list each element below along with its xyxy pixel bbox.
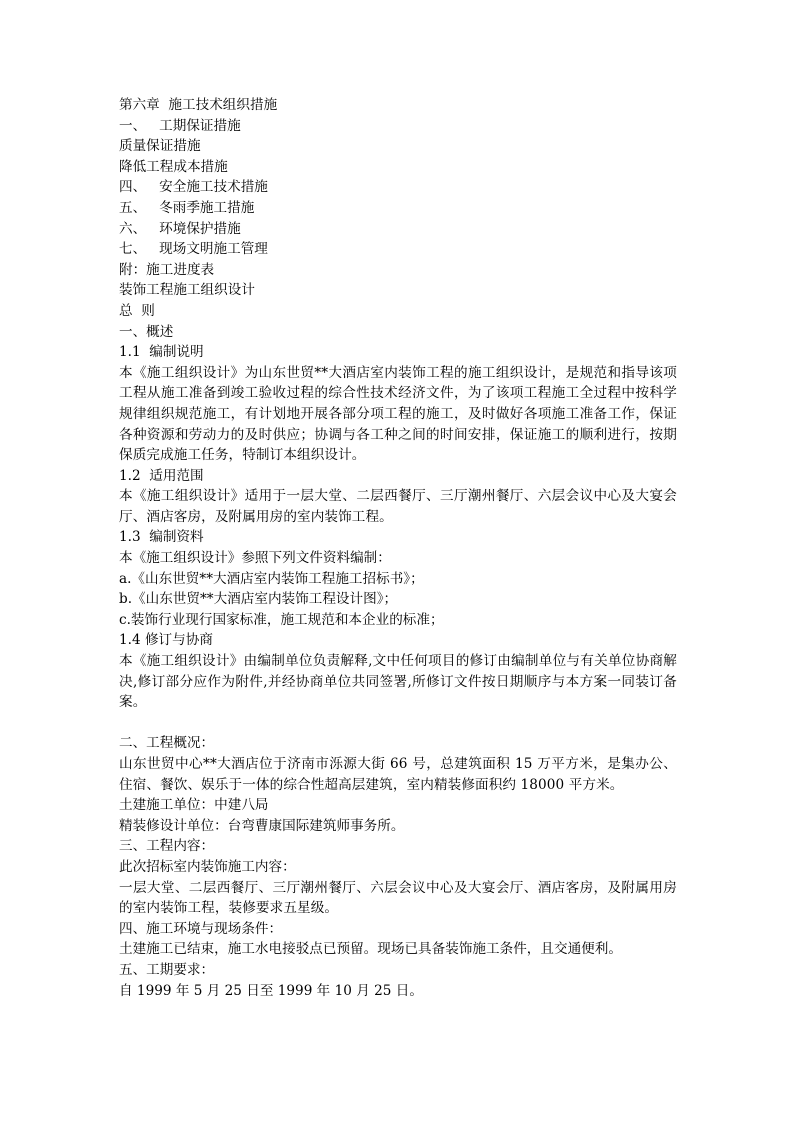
toc-item: 六、 环境保护措施 (119, 220, 241, 237)
reference-item: b.《山东世贸**大酒店室内装饰工程设计图》； (119, 591, 398, 608)
paragraph: 本《施工组织设计》参照下列文件资料编制： (119, 550, 391, 567)
toc-item: 质量保证措施 (119, 138, 201, 155)
toc-item: 附：施工进度表 (119, 261, 215, 278)
section-heading: 三、工程内容： (119, 838, 215, 855)
reference-item: a.《山东世贸**大酒店室内装饰工程施工招标书》； (119, 570, 424, 587)
section-heading: 五、工期要求： (119, 961, 215, 978)
paragraph: 山东世贸中心**大酒店位于济南市泺源大街 66 号，总建筑面积 15 万平方米，是集办公、住宿、餐饮、娱乐于一体的综合性超高层建筑，室内精装修面积约 18000 平方米。 (119, 756, 677, 793)
section-heading: 二、工程概况： (119, 735, 215, 752)
paragraph: 自 1999 年 5 月 25 日至 1999 年 10 月 25 日。 (119, 982, 423, 999)
toc-item: 一、 工期保证措施 (119, 117, 241, 134)
paragraph: 此次招标室内装饰施工内容： (119, 858, 296, 875)
paragraph: 一层大堂、二层西餐厅、三厅潮州餐厅、六层会议中心及大宴会厅、酒店客房，及附属用房的室内装饰工程，装修要求五星级。 (119, 879, 677, 917)
toc-item: 五、 冬雨季施工措施 (119, 199, 255, 216)
paragraph: 精装修设计单位：台弯曹康国际建筑师事务所。 (119, 817, 405, 834)
subsection-heading: 1.2 适用范围 (119, 467, 204, 484)
paragraph: 本《施工组织设计》为山东世贸**大酒店室内装饰工程的施工组织设计，是规范和指导该项工程从施工准备到竣工验收过程的综合性技术经济文件，为了该项工程施工全过程中按科学规律组织规范施工，有计划地开展各部分项工程的施工，及时做好各项施工准备工作，保证各种资源和劳动力的及时供应；协调与各工种之间的时间安排，保证施工的顺利进行，按期保质完成施工任务，特制订本组织设计。 (119, 364, 677, 464)
subsection-heading: 1.1 编制说明 (119, 344, 204, 361)
paragraph: 土建施工已结束，施工水电接驳点已预留。现场已具备装饰施工条件，且交通便利。 (119, 941, 622, 958)
toc-item: 降低工程成本措施 (119, 158, 228, 175)
spacer (119, 713, 677, 734)
toc-item: 四、 安全施工技术措施 (119, 179, 268, 196)
section-title: 装饰工程施工组织设计 (119, 282, 255, 299)
section-heading: 总 则 (119, 302, 155, 319)
subsection-heading: 1.4 修订与协商 (119, 632, 213, 649)
chapter-title: 第六章 施工技术组织措施 (119, 97, 278, 113)
paragraph: 土建施工单位：中建八局 (119, 797, 269, 814)
section-heading: 四、施工环境与现场条件： (119, 920, 283, 937)
document-body (119, 95, 677, 1001)
paragraph: 本《施工组织设计》由编制单位负责解释,文中任何项目的修订由编制单位与有关单位协商解决,修订部分应作为附件,并经协商单位共同签署,所修订文件按日期顺序与本方案一同装订备案。 (119, 653, 677, 711)
toc-item: 七、 现场文明施工管理 (119, 241, 268, 258)
subsection-heading: 1.3 编制资料 (119, 529, 204, 546)
paragraph: 本《施工组织设计》适用于一层大堂、二层西餐厅、三厅潮州餐厅、六层会议中心及大宴会厅、酒店客房，及附属用房的室内装饰工程。 (119, 488, 677, 525)
reference-item: c.装饰行业现行国家标准，施工规范和本企业的标准； (119, 611, 444, 628)
section-heading: 一、概述 (119, 323, 174, 340)
